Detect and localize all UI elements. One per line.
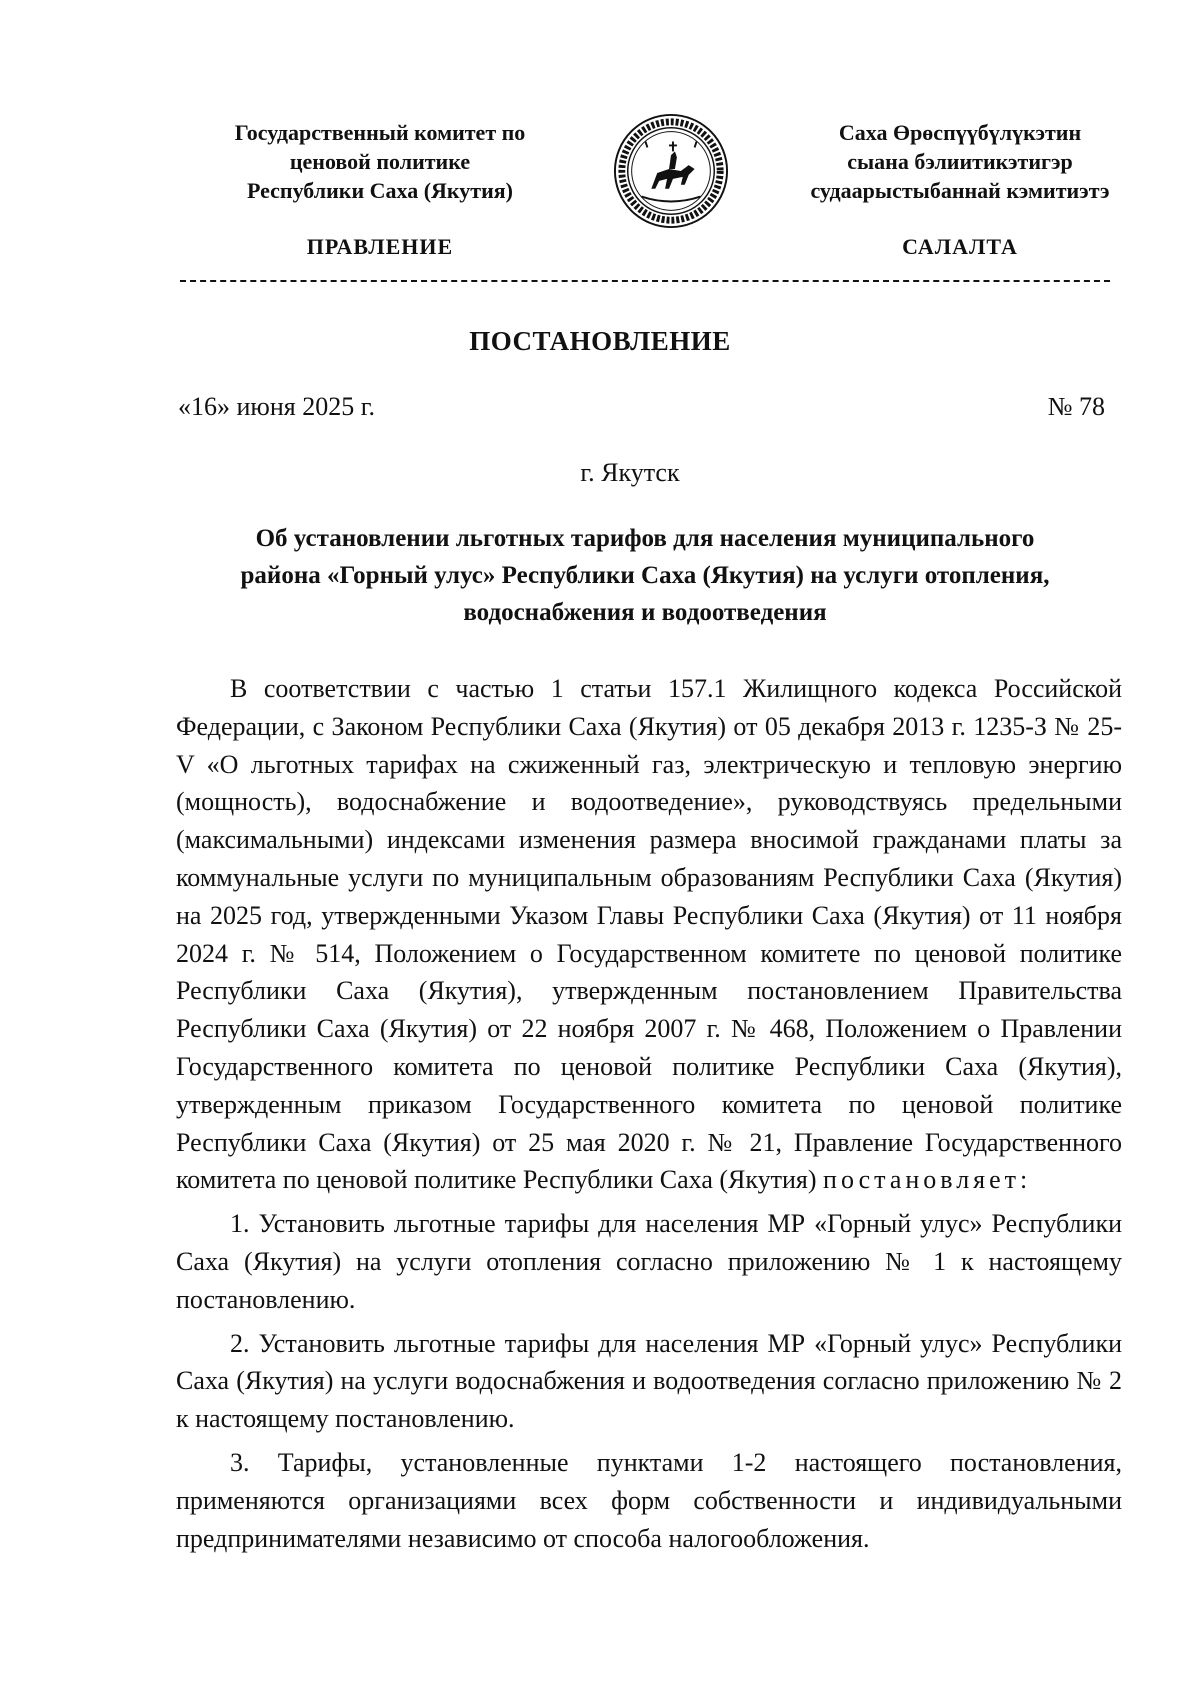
document-body <box>176 670 1122 1557</box>
agency-name-yakut <box>750 118 1170 205</box>
title-line: водоснабжения и водоотведения <box>463 599 827 626</box>
decree-item-2: 2. Установить льготные тарифы для населения МР «Горный улус» Республики Саха (Якутия) на услуги водоснабжения и водоотведения согласно приложению № 2 к настоящему постановлению. <box>176 1328 1122 1434</box>
document-number: № 78 <box>1047 392 1105 421</box>
board-label-russian: ПРАВЛЕНИЕ <box>306 234 454 259</box>
document-date: «16» июня 2025 г. <box>178 392 375 421</box>
agency-name-line: Республики Саха (Якутия) <box>246 178 514 203</box>
title-line: района «Горный улус» Республики Саха (Якутия) на услуги отопления, <box>240 562 1050 589</box>
preamble-paragraph <box>176 670 1122 1199</box>
agency-name-line: Саха Өрөспүүбүлүкэтин <box>838 120 1082 145</box>
board-label-yakut: САЛАЛТА <box>902 234 1018 259</box>
agency-name-line: судаарыстыбаннай кэмитиэтэ <box>810 178 1110 203</box>
agency-name-line: сыана бэлиитикэтигэр <box>847 149 1073 174</box>
decree-word: постановляет <box>823 1165 1021 1195</box>
decree-item-1: 1. Установить льготные тарифы для населения МР «Горный улус» Республики Саха (Якутия) на услуги отопления согласно приложению № 1 к настоящему постановлению. <box>176 1209 1122 1314</box>
preamble-text: В соответствии с частью 1 статьи 157.1 Жилищного кодекса Российской Федерации, с Законом Республики Саха (Якутия) от 05 декабря 2013 г. 1235-З № 25-V «О льготных тарифах на сжиженный газ, электрическую и тепловую энергию (мощность), водоснабжение и водоотведение», руководствуясь предельными (максимальными) индексами изменения размера вносимой гражданами платы за коммунальные услуги по муниципальным образованиям Республики Саха (Якутия) на 2025 год, утвержденными Указом Главы Республики Саха (Якутия) от 11 ноября 2024 г. № 514, Положением о Государственном комитете по ценовой политике Республики Саха (Якутия), утвержденным постановлением Правительства Республики Саха (Якутия) от 22 ноября 2007 г. № 468, Положением о Правлении Государственного комитета по ценовой политике Республики Саха (Якутия), утвержденным приказом Государственного комитета по ценовой политике Республики Саха (Якутия) от 25 мая 2020 г. № 21, Правление Государственного комитета по ценовой политике Республики Саха (Якутия) <box>176 674 1122 1195</box>
decree-item-3: 3. Тарифы, установленные пунктами 1-2 настоящего постановления, применяются организациями всех форм собственности и индивидуальными предпринимателями независимо от способа налогообложения. <box>176 1447 1122 1553</box>
header-divider <box>180 280 1110 282</box>
agency-name-line: Государственный комитет по <box>234 120 526 145</box>
document-type: ПОСТАНОВЛЕНИЕ <box>469 326 731 356</box>
agency-name-russian <box>170 118 590 205</box>
title-line: Об установлении льготных тарифов для населения муниципального <box>255 525 1035 552</box>
document-city: г. Якутск <box>580 458 680 487</box>
decree-colon: : <box>1020 1165 1028 1195</box>
coat-of-arms-emblem <box>612 112 730 230</box>
agency-name-line: ценовой политике <box>289 149 471 174</box>
document-title <box>170 520 1120 631</box>
